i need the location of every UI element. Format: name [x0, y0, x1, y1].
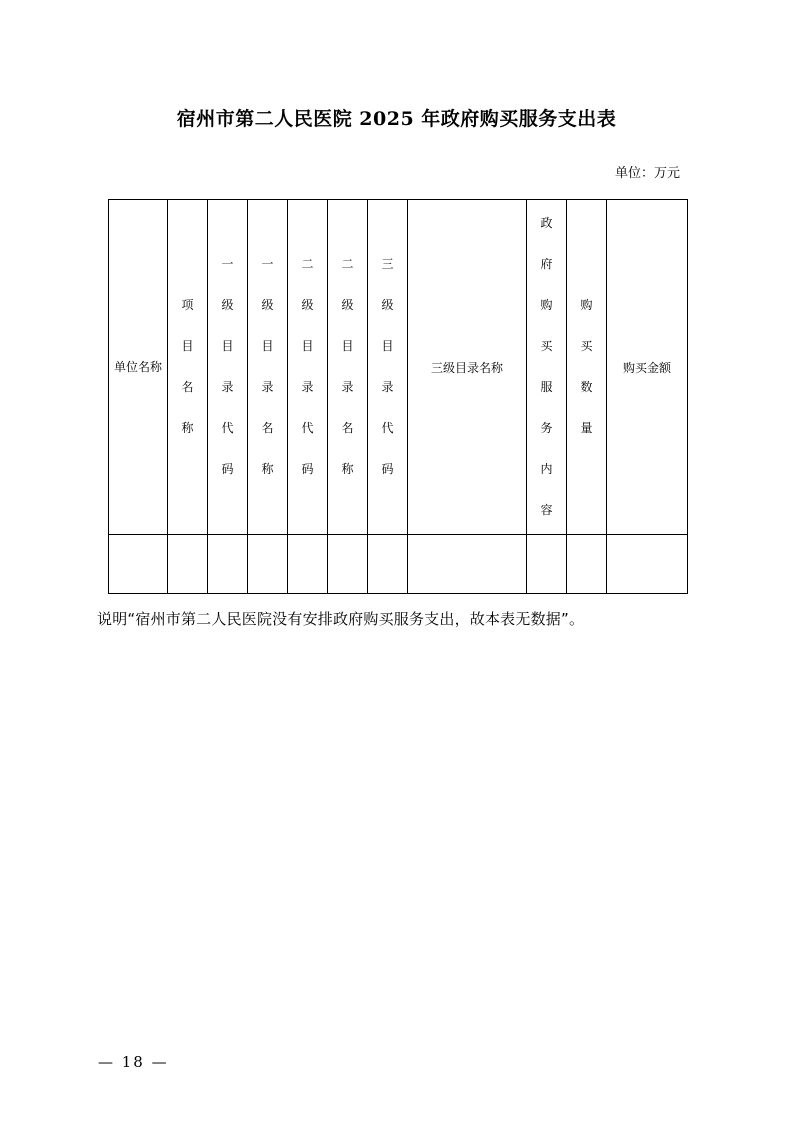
header-level1-name: 一级目录名称 — [248, 200, 288, 535]
header-level2-code: 二级目录代码 — [288, 200, 328, 535]
table-header-row — [109, 200, 688, 535]
page-number: — 18 — — [98, 1053, 169, 1071]
header-unit-name: 单位名称 — [109, 200, 168, 535]
document-title: 宿州市第二人民医院 2025 年政府购买服务支出表 — [176, 108, 617, 130]
table-cell — [328, 535, 368, 594]
header-amount: 购买金额 — [607, 200, 688, 535]
table-cell — [168, 535, 208, 594]
table-cell — [567, 535, 607, 594]
explanation-note: 说明“宿州市第二人民医院没有安排政府购买服务支出，故本表无数据”。 — [97, 610, 585, 628]
header-level1-code: 一级目录代码 — [208, 200, 248, 535]
header-quantity: 购买数量 — [567, 200, 607, 535]
table-cell — [109, 535, 168, 594]
header-level2-name: 二级目录名称 — [328, 200, 368, 535]
table-cell — [208, 535, 248, 594]
table-cell — [408, 535, 527, 594]
table-cell — [288, 535, 328, 594]
table-cell — [527, 535, 567, 594]
header-service-content: 政府购买服务内容 — [527, 200, 567, 535]
header-level3-name: 三级目录名称 — [408, 200, 527, 535]
header-level3-code: 三级目录代码 — [368, 200, 408, 535]
table-row — [109, 535, 688, 594]
spending-table — [108, 199, 688, 594]
table-cell — [607, 535, 688, 594]
header-project-name: 项目名称 — [168, 200, 208, 535]
unit-label: 单位：万元 — [614, 166, 680, 181]
table-cell — [248, 535, 288, 594]
table-cell — [368, 535, 408, 594]
